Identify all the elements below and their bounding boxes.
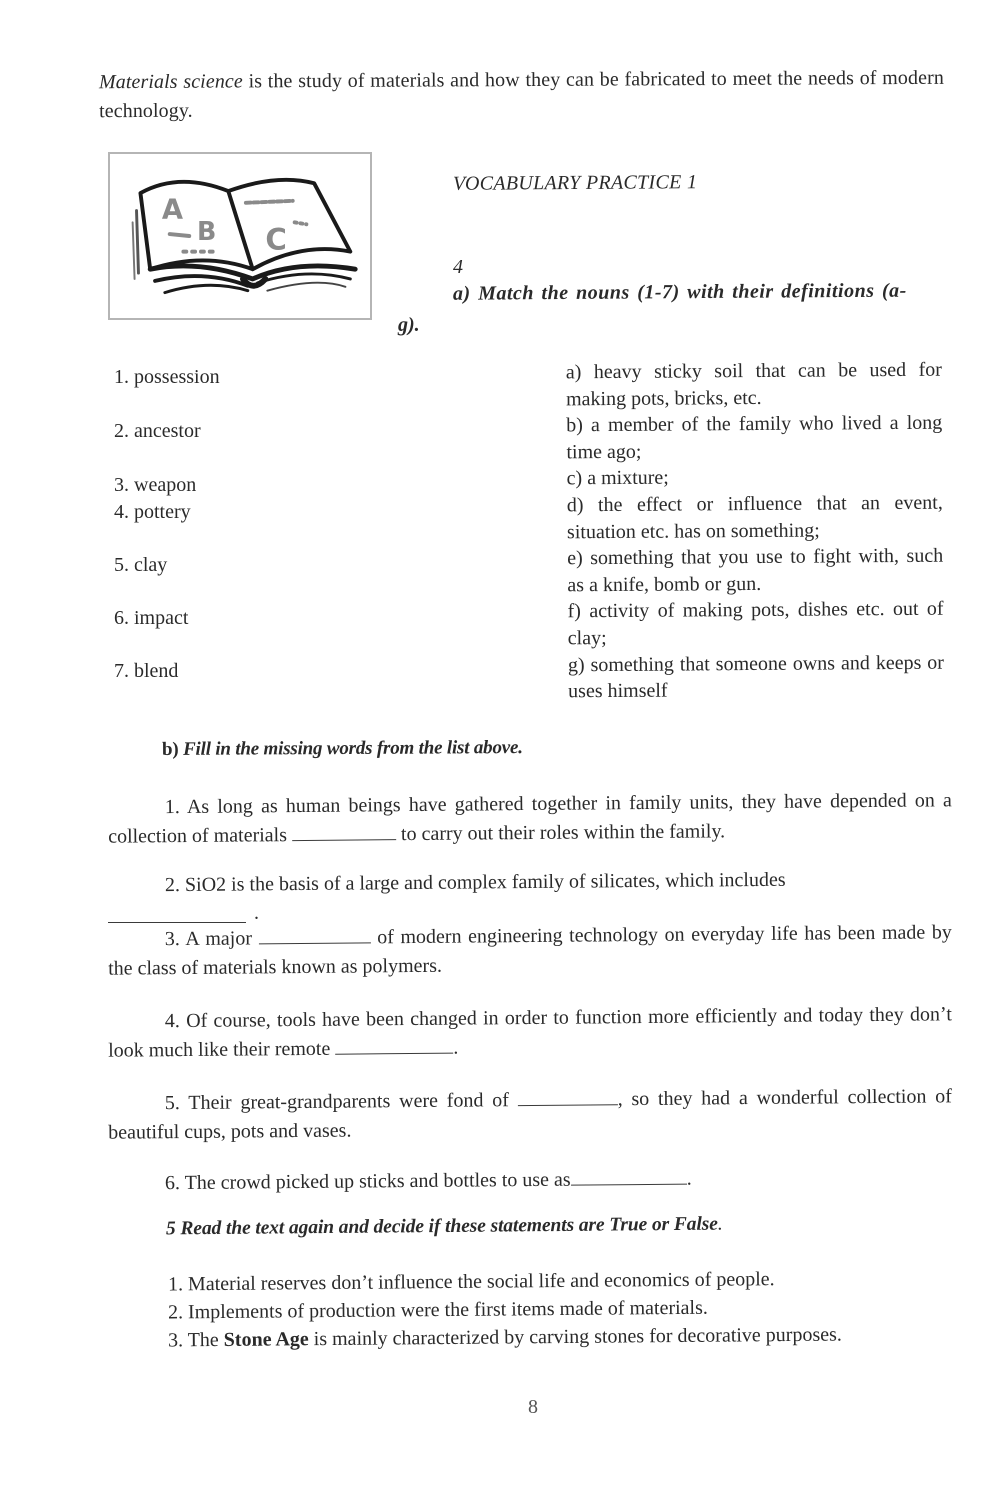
- noun-item: 4. pottery: [114, 501, 191, 523]
- noun-item: 3. weapon: [114, 474, 197, 496]
- fill-sentence-6: [108, 1162, 952, 1198]
- sentence-text: 1. As long as human beings have gathered together in family units, they have depended on a collection of materials: [108, 789, 952, 848]
- sentence-text: .: [453, 1036, 459, 1059]
- open-book-abc-icon: [110, 154, 370, 318]
- statement-text: 1. Material reserves don’t influence the social life and economics of people.: [167, 1268, 775, 1296]
- noun-item: 2. ancestor: [114, 420, 201, 442]
- definition-item: d) the effect or influence that an event, situation etc. has on something;: [566, 491, 943, 543]
- fill-sentence-2: [108, 864, 952, 900]
- intro-text: is the study of materials and how they can be fabricated to meet the needs of modern technology.: [99, 66, 944, 123]
- section-title: VOCABULARY PRACTICE 1: [452, 171, 698, 195]
- definition-item: g) something that someone owns and keeps or uses himself: [567, 651, 944, 703]
- statement-item: [168, 1295, 958, 1325]
- sentence-text: 3. A major: [164, 927, 259, 951]
- statement-item: [168, 1323, 958, 1353]
- fill-sentence-4: [108, 1000, 952, 1065]
- statement-bold-term: Stone Age: [223, 1328, 309, 1351]
- intro-paragraph: [99, 64, 944, 126]
- noun-item: 6. impact: [114, 607, 189, 629]
- sentence-text: 2. SiO2 is the basis of a large and complex family of silicates, which includes: [164, 868, 786, 897]
- definition-item: a) heavy sticky soil that can be used for making pots, bricks, etc.: [565, 358, 942, 410]
- sentence-text: .: [686, 1167, 692, 1190]
- answer-blank[interactable]: [108, 922, 246, 923]
- noun-item: 5. clay: [114, 554, 168, 576]
- exercise-4a-instruction: a) Match the nouns (1-7) with their definitions (a-: [452, 279, 907, 305]
- sentence-text: 5. Their great-grandparents were fond of: [164, 1089, 518, 1115]
- noun-item: 1. possession: [114, 366, 220, 388]
- exercise-5-instruction: [166, 1214, 723, 1241]
- fill-sentence-1: [108, 786, 952, 851]
- exercise-4b-text: Fill in the missing words from the list above.: [182, 737, 523, 760]
- exercise-5-end: .: [717, 1213, 723, 1235]
- statement-item: [168, 1267, 958, 1297]
- letter-c: C: [265, 222, 287, 257]
- sentence-text: to carry out their roles within the family.: [395, 820, 726, 846]
- intro-term: Materials science: [98, 70, 243, 94]
- answer-blank[interactable]: [518, 1088, 618, 1106]
- sentence-end: .: [254, 902, 259, 924]
- statement-text: 3. The: [167, 1328, 224, 1352]
- letter-a: A: [161, 194, 184, 226]
- exercise-4b-instruction: [162, 737, 523, 761]
- answer-blank[interactable]: [335, 1037, 453, 1055]
- exercise-4a-instruction-cont: g).: [398, 314, 420, 336]
- exercise-5-text: 5 Read the text again and decide if these statements are True or False: [165, 1213, 718, 1240]
- sentence-text: of modern engineering technology on everyday life has been made by the class of materials known as polymers.: [108, 921, 952, 980]
- answer-blank[interactable]: [292, 823, 396, 841]
- definition-item: c) a mixture;: [566, 466, 669, 490]
- sentence-text: , so they had a wonderful collection of beautiful cups, pots and vases.: [108, 1085, 952, 1144]
- answer-blank[interactable]: [258, 926, 370, 944]
- exercise-4b-prefix: b): [161, 738, 184, 760]
- noun-item: 7. blend: [114, 660, 179, 682]
- definitions-list: [566, 357, 944, 705]
- statement-text: 2. Implements of production were the first items made of materials.: [167, 1296, 708, 1324]
- definition-item: e) something that you use to fight with, such as a knife, bomb or gun.: [567, 544, 944, 597]
- definition-item: b) a member of the family who lived a long time ago;: [566, 411, 943, 464]
- book-illustration: [108, 152, 372, 320]
- answer-blank[interactable]: [571, 1168, 687, 1186]
- fill-sentence-3: [108, 918, 952, 983]
- sentence-text: 6. The crowd picked up sticks and bottles to use as: [164, 1168, 571, 1195]
- sentence-text: 4. Of course, tools have been changed in order to function more efficiently and today they don’t look much like their remote: [108, 1003, 952, 1062]
- letter-b: B: [197, 215, 217, 246]
- page-number: 8: [528, 1396, 538, 1418]
- statement-text: is mainly characterized by carving stones for decorative purposes.: [308, 1323, 842, 1351]
- fill-sentence-5: [108, 1082, 952, 1147]
- definition-item: f) activity of making pots, dishes etc. out of clay;: [567, 598, 944, 650]
- exercise-number: 4: [453, 256, 463, 278]
